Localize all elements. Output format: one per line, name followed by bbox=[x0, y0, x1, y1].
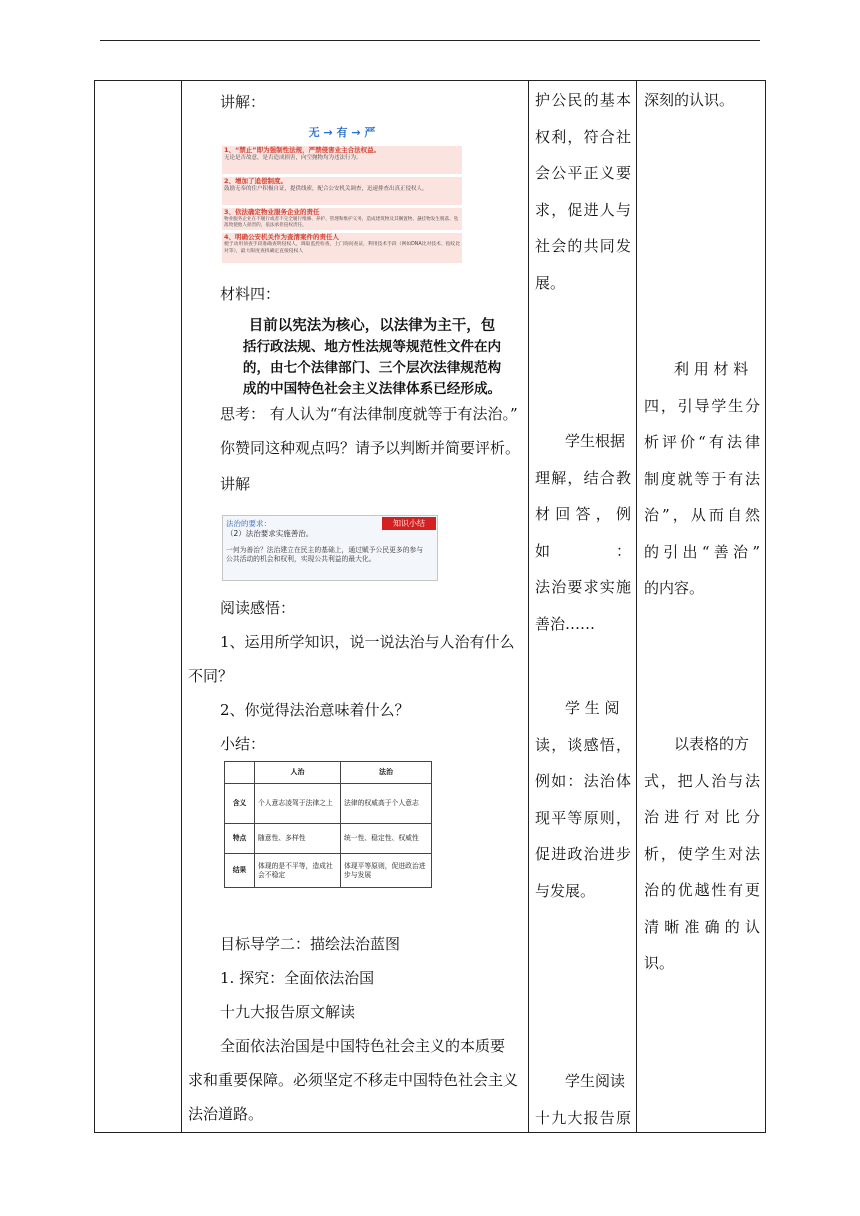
figure-body: 一何为善治？法治建立在民主的基础上，通过赋予公民更多的参与公共活动的机会和权利，实现公共利益的最大化。 bbox=[226, 546, 424, 563]
figure-line: 目前以宪法为核心，以法律为主干，包 bbox=[248, 318, 496, 334]
table-cell: 统一性、稳定性、权威性 bbox=[340, 824, 431, 854]
figure-item-body: 无论是否故意，是否造成损害，向空抛物均为违法行为。 bbox=[224, 155, 362, 161]
activity-line: 与发展。 bbox=[535, 881, 596, 900]
intent-line: 的内容。 bbox=[644, 579, 705, 597]
intent-line: 治 进 行 对 比 分 bbox=[644, 808, 760, 826]
header-rule bbox=[100, 40, 760, 41]
table-cell: 随意性、多样性 bbox=[255, 824, 341, 854]
activity-line: 求，促进人与 bbox=[535, 200, 631, 219]
table-cell: 体现平等原则，促进政治进步与发展 bbox=[340, 854, 431, 888]
activity-line: 学生阅读 bbox=[565, 1072, 626, 1090]
table-row-header: 特点 bbox=[225, 824, 255, 854]
goal-two-heading: 目标导学二：描绘法治蓝图 bbox=[220, 935, 401, 953]
think-question-line1: 思考： 有人认为“有法律制度就等于有法治。” bbox=[220, 405, 518, 423]
student-activity-block-2 bbox=[535, 423, 631, 642]
paragraph-line2: 求和重要保障。必须坚定不移走中国特色社会主义 bbox=[188, 1071, 519, 1089]
table-row-header: 结果 bbox=[225, 854, 255, 888]
activity-line: 十九大报告原 bbox=[535, 1108, 631, 1127]
activity-line: 展。 bbox=[535, 273, 566, 292]
intent-line: 治的优越性有更 bbox=[644, 881, 760, 899]
figure-item-body: 便于动用侦查手段准确查明侵权人，调取监控检查，上门询问查证，利用技术手段（例如DNA比对技术、指纹比对等），最大限度查找确定直接侵权人 bbox=[224, 242, 461, 254]
figure-item-head: 1、“禁止”即为强制性法规，严禁侵害业主合法权益。 bbox=[224, 146, 381, 154]
figure-item-3 bbox=[222, 208, 462, 230]
table-cell: 个人意志凌驾于法律之上 bbox=[255, 784, 341, 824]
figure-item-4 bbox=[222, 233, 462, 263]
table-border-left bbox=[94, 80, 95, 1133]
figure-legal-system-text bbox=[222, 316, 522, 397]
question-1-line1: 1、运用所学知识，说一说法治与人治有什么 bbox=[220, 633, 515, 651]
figure-subheading: （2）法治要求实施善治。 bbox=[226, 529, 314, 538]
intent-line: 以表格的方 bbox=[674, 735, 750, 753]
figure-item-1 bbox=[222, 146, 462, 174]
question-1-line2: 不同？ bbox=[188, 667, 234, 685]
table-header-cell bbox=[225, 762, 255, 784]
table-header-cell: 人治 bbox=[255, 762, 341, 784]
figure-line: 的，由七个法律部门、三个层次法律规范构 bbox=[242, 360, 502, 376]
intent-line: 四，引导学生分 bbox=[644, 396, 760, 415]
activity-line: 读，谈感悟， bbox=[535, 735, 631, 754]
think-question-line2: 你赞同这种观点吗？请予以判断并简要评析。 bbox=[220, 439, 521, 457]
explain-label-1: 讲解： bbox=[220, 93, 266, 111]
figure-civil-code-summary bbox=[222, 120, 462, 264]
activity-line: 善治…… bbox=[535, 614, 596, 633]
design-intent-block-3 bbox=[644, 726, 760, 982]
rule-of-man-vs-law-table bbox=[224, 761, 432, 888]
table-row-header: 含义 bbox=[225, 784, 255, 824]
table-cell: 法律的权威高于个人意志 bbox=[340, 784, 431, 824]
intent-line: 深刻的认识。 bbox=[644, 91, 735, 109]
intent-line: 析，使学生对法 bbox=[644, 844, 760, 863]
student-activity-block-1 bbox=[535, 82, 631, 301]
design-intent-block-1 bbox=[644, 82, 760, 119]
figure-line: 成的中国特色社会主义法律体系已经形成。 bbox=[242, 381, 502, 397]
intent-line: 析评价“有法律 bbox=[644, 433, 760, 451]
activity-line: 学 生 阅 bbox=[565, 699, 620, 717]
paragraph-line1: 全面依法治国是中国特色社会主义的本质要 bbox=[220, 1037, 506, 1055]
figure-item-head: 3、依法确定物业服务企业的责任 bbox=[224, 208, 320, 216]
table-cell: 体现的是不平等，造成社会不稳定 bbox=[255, 854, 341, 888]
reading-reflection-label: 阅读感悟： bbox=[220, 599, 296, 617]
question-2: 2、你觉得法治意味着什么？ bbox=[220, 701, 410, 719]
activity-line: 法治要求实施 bbox=[535, 578, 631, 596]
figure-item-head: 4、明确公安机关作为查清案件的责任人 bbox=[224, 233, 340, 241]
table-divider-2 bbox=[528, 80, 529, 1133]
figure-item-body: 鼓励无奉的住户积极自证，提供线索，配合公安机关调查，迅速排查出真正侵权人。 bbox=[224, 186, 428, 192]
figure-good-governance bbox=[222, 515, 438, 581]
table-divider-1 bbox=[181, 80, 182, 1133]
design-intent-block-2 bbox=[644, 351, 760, 607]
table-row bbox=[225, 824, 432, 854]
report-interpretation-heading: 十九大报告原文解读 bbox=[220, 1003, 356, 1021]
activity-line: 理解，结合教 bbox=[535, 468, 631, 487]
activity-line: 材回答，例如： bbox=[535, 505, 631, 560]
student-activity-block-3 bbox=[535, 690, 631, 909]
table-border-top bbox=[94, 80, 766, 81]
activity-line: 促进政治进步 bbox=[535, 845, 631, 863]
paragraph-line3: 法治道路。 bbox=[188, 1105, 264, 1123]
activity-line: 权利，符合社 bbox=[535, 127, 631, 146]
intent-line: 清 晰 准 确 的 认 bbox=[644, 917, 760, 936]
table-row bbox=[225, 854, 432, 888]
activity-line: 会公平正义要 bbox=[535, 164, 631, 182]
material-four-label: 材料四： bbox=[220, 285, 281, 303]
explain-label-2: 讲解 bbox=[220, 475, 251, 493]
intent-line: 的引出“善治” bbox=[644, 542, 760, 561]
activity-line: 学生根据 bbox=[565, 432, 626, 450]
table-border-bottom bbox=[94, 1132, 766, 1133]
activity-line: 护公民的基本 bbox=[535, 91, 631, 109]
student-activity-block-4 bbox=[535, 1063, 631, 1136]
activity-line: 例如：法治体 bbox=[535, 772, 631, 790]
figure-heading: 法治的要求： bbox=[226, 519, 271, 528]
intent-line: 识。 bbox=[644, 954, 675, 972]
table-header-cell: 法治 bbox=[340, 762, 431, 784]
explore-heading: 1. 探究：全面依法治国 bbox=[220, 969, 375, 987]
intent-line: 治”，从而自然 bbox=[644, 506, 760, 524]
knowledge-summary-tag: 知识小结 bbox=[382, 517, 436, 530]
figure-item-body: 物业服务企业在不履行或者不完全履行维修、养护、管理和维护义务，造成建筑物及其搁置物、悬挂物发生脱落、坠落致使他人损害的，依法承担侵权责任。 bbox=[224, 217, 459, 228]
activity-line: 社会的共同发 bbox=[535, 237, 631, 255]
table-divider-3 bbox=[636, 80, 637, 1133]
figure-title: 无 → 有 → 严 bbox=[308, 126, 376, 139]
figure-line: 括行政法规、地方性法规等规范性文件在内 bbox=[242, 339, 502, 355]
figure-item-head: 2、增加了追偿制度。 bbox=[224, 177, 288, 185]
figure-item-2 bbox=[222, 177, 462, 205]
table-row bbox=[225, 762, 432, 784]
intent-line: 利 用 材 料 bbox=[674, 360, 749, 378]
summary-label: 小结： bbox=[220, 735, 266, 753]
intent-line: 制度就等于有法 bbox=[644, 469, 760, 488]
activity-line: 现平等原则， bbox=[535, 808, 631, 827]
intent-line: 式，把人治与法 bbox=[644, 771, 760, 790]
table-border-right bbox=[765, 80, 766, 1133]
table-row bbox=[225, 784, 432, 824]
